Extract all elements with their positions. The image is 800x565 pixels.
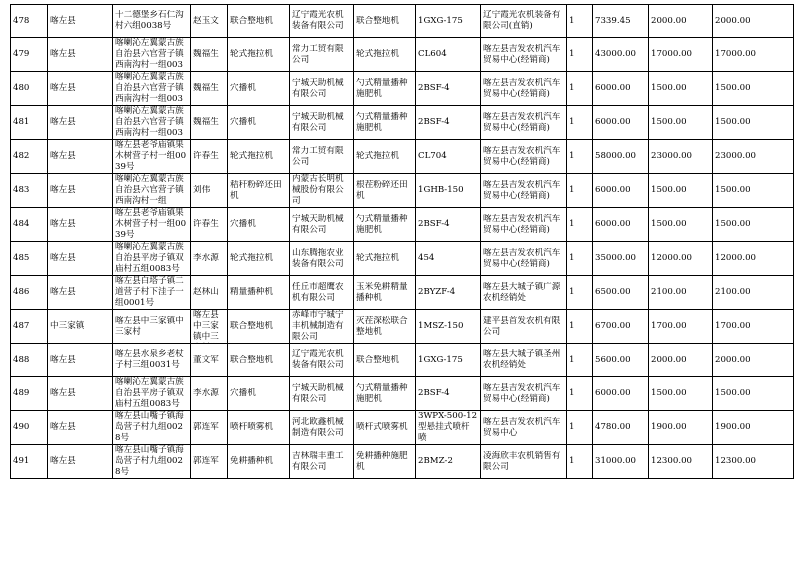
product-text: 联合整地机 <box>356 15 399 26</box>
buyer-name-text: 魏福生 <box>193 83 219 93</box>
dealer-text: 喀左县大城子镇圣州农机经销处 <box>483 349 561 370</box>
manufacturer-text: 常力工贸有限公司 <box>292 145 344 167</box>
dealer-text: 喀左县吉发农机汽车贸易中心(经销商) <box>483 213 561 235</box>
cell-county: 喀左县 <box>48 72 113 106</box>
cell-county: 喀左县 <box>48 411 113 445</box>
cell-number: 485 <box>11 242 48 276</box>
model-text: 2BSF-4 <box>418 388 450 398</box>
product-text: 勺式精量播种施肥机 <box>356 77 408 99</box>
address-text: 十二德堡乡石仁沟村六组0038号 <box>115 10 184 31</box>
address-text: 喀喇沁左翼蒙古族自治县六官营子镇西南沟村一组 <box>115 174 184 206</box>
cell-model <box>416 445 481 479</box>
model-text: 2BSF-4 <box>418 83 450 93</box>
product-text: 联合整地机 <box>356 354 399 365</box>
cell-model <box>416 411 481 445</box>
cell-buyer-name <box>191 276 228 310</box>
cell-quantity: 1 <box>567 5 593 38</box>
manufacturer-text: 宁城天助机械有限公司 <box>292 77 344 99</box>
cell-price: 6000.00 <box>593 106 649 140</box>
cell-model <box>416 310 481 344</box>
table-row <box>11 310 794 344</box>
cell-manufacturer <box>290 310 354 344</box>
cell-subsidy-total: 2000.00 <box>713 344 794 377</box>
cell-subsidy-total: 23000.00 <box>713 140 794 174</box>
cell-buyer-name <box>191 140 228 174</box>
cell-machine-category <box>228 411 290 445</box>
cell-subsidy-central: 2000.00 <box>649 5 713 38</box>
model-text: CL604 <box>418 49 447 59</box>
address-text: 喀左县老爷庙镇果木树营子村一组0039号 <box>115 140 187 172</box>
cell-price: 6000.00 <box>593 174 649 208</box>
cell-buyer-name <box>191 208 228 242</box>
cell-buyer-name <box>191 344 228 377</box>
dealer-text: 喀左县大城子镇广源农机经销处 <box>483 281 561 303</box>
address-text: 喀左县中三家镇中三家村 <box>115 315 184 337</box>
model-text: 2BSF-4 <box>418 219 450 229</box>
cell-quantity: 1 <box>567 38 593 72</box>
category-text: 精量播种机 <box>230 287 273 297</box>
cell-subsidy-central: 12000.00 <box>649 242 713 276</box>
cell-number: 483 <box>11 174 48 208</box>
cell-address <box>113 344 191 377</box>
cell-address <box>113 174 191 208</box>
cell-price: 31000.00 <box>593 445 649 479</box>
model-text: 2BMZ-2 <box>418 456 453 466</box>
category-text: 联合整地机 <box>230 15 273 26</box>
cell-county: 喀左县 <box>48 377 113 411</box>
cell-subsidy-total: 17000.00 <box>713 38 794 72</box>
table-row <box>11 208 794 242</box>
table-row <box>11 445 794 479</box>
product-text: 轮式拖拉机 <box>356 253 399 263</box>
cell-subsidy-central: 2100.00 <box>649 276 713 310</box>
table-row <box>11 242 794 276</box>
dealer-text: 喀左县吉发农机汽车贸易中心(经销商) <box>483 382 561 404</box>
cell-dealer <box>481 106 567 140</box>
cell-number: 481 <box>11 106 48 140</box>
dealer-text: 辽宁霞光农机装备有限公司(直销) <box>483 10 561 31</box>
cell-machine-category <box>228 106 290 140</box>
cell-number: 486 <box>11 276 48 310</box>
buyer-name-text: 许春生 <box>193 151 219 161</box>
cell-dealer <box>481 310 567 344</box>
cell-model <box>416 276 481 310</box>
cell-model <box>416 208 481 242</box>
model-text: 1GXG-175 <box>418 15 463 26</box>
dealer-text: 喀左县吉发农机汽车贸易中心(经销商) <box>483 111 561 133</box>
manufacturer-text: 常力工贸有限公司 <box>292 43 344 65</box>
table-row <box>11 106 794 140</box>
cell-manufacturer <box>290 72 354 106</box>
cell-quantity: 1 <box>567 106 593 140</box>
cell-model <box>416 242 481 276</box>
cell-machine-category <box>228 208 290 242</box>
address-text: 喀左县水泉乡老杖子村三组0031号 <box>115 349 184 370</box>
cell-dealer <box>481 377 567 411</box>
cell-quantity: 1 <box>567 242 593 276</box>
address-text: 喀左县山嘴子镇海岛营子村九组0028号 <box>115 445 184 477</box>
cell-subsidy-total: 12000.00 <box>713 242 794 276</box>
cell-machine-category <box>228 276 290 310</box>
product-text: 轮式拖拉机 <box>356 49 399 59</box>
cell-quantity: 1 <box>567 208 593 242</box>
cell-subsidy-total: 2000.00 <box>713 5 794 38</box>
cell-manufacturer <box>290 276 354 310</box>
cell-manufacturer <box>290 344 354 377</box>
manufacturer-text: 宁城天助机械有限公司 <box>292 111 344 133</box>
cell-subsidy-central: 1900.00 <box>649 411 713 445</box>
cell-county: 喀左县 <box>48 140 113 174</box>
manufacturer-text: 赤峰市宁城宁丰机械制造有限公司 <box>292 310 344 342</box>
cell-number: 479 <box>11 38 48 72</box>
cell-price: 6500.00 <box>593 276 649 310</box>
cell-address <box>113 38 191 72</box>
cell-address <box>113 208 191 242</box>
cell-price: 7339.45 <box>593 5 649 38</box>
table-row <box>11 72 794 106</box>
cell-machine-category <box>228 5 290 38</box>
cell-model <box>416 38 481 72</box>
cell-price: 58000.00 <box>593 140 649 174</box>
cell-number: 484 <box>11 208 48 242</box>
model-text: 3WPX-500-12型悬挂式喷杆喷 <box>418 411 478 443</box>
manufacturer-text: 河北欧鑫机械制造有限公司 <box>292 416 344 438</box>
cell-quantity: 1 <box>567 72 593 106</box>
cell-quantity: 1 <box>567 276 593 310</box>
manufacturer-text: 宁城天助机械有限公司 <box>292 382 344 404</box>
cell-machine-category <box>228 72 290 106</box>
cell-subsidy-total: 1500.00 <box>713 174 794 208</box>
model-text: 1GHB-150 <box>418 185 464 195</box>
model-text: 1MSZ-150 <box>418 321 464 331</box>
address-text: 喀喇沁左翼蒙古族自治县平房子镇双庙村五组0083号 <box>115 377 184 409</box>
cell-manufacturer <box>290 5 354 38</box>
cell-number: 482 <box>11 140 48 174</box>
cell-machine-category <box>228 377 290 411</box>
cell-subsidy-central: 1500.00 <box>649 208 713 242</box>
cell-machine-category <box>228 445 290 479</box>
model-text: 2BYZF-4 <box>418 287 456 297</box>
product-text: 喷杆式喷雾机 <box>356 422 408 432</box>
dealer-text: 凌海欣丰农机销售有限公司 <box>483 450 561 472</box>
cell-number: 487 <box>11 310 48 344</box>
cell-quantity: 1 <box>567 140 593 174</box>
cell-subsidy-total: 12300.00 <box>713 445 794 479</box>
cell-quantity: 1 <box>567 377 593 411</box>
cell-number: 478 <box>11 5 48 38</box>
cell-quantity: 1 <box>567 445 593 479</box>
cell-manufacturer <box>290 411 354 445</box>
buyer-name-text: 赵林山 <box>193 287 219 297</box>
cell-buyer-name <box>191 411 228 445</box>
cell-quantity: 1 <box>567 344 593 377</box>
cell-address <box>113 445 191 479</box>
address-text: 喀喇沁左翼蒙古族自治县六官营子镇西南沟村一组003 <box>115 38 184 70</box>
cell-product-name <box>354 344 416 377</box>
category-text: 穴播机 <box>230 83 256 93</box>
cell-price: 6000.00 <box>593 377 649 411</box>
cell-subsidy-total: 1900.00 <box>713 411 794 445</box>
cell-dealer <box>481 38 567 72</box>
buyer-name-text: 李水源 <box>193 388 219 398</box>
cell-subsidy-total: 1500.00 <box>713 106 794 140</box>
cell-subsidy-total: 2100.00 <box>713 276 794 310</box>
cell-subsidy-total: 1500.00 <box>713 208 794 242</box>
product-text: 轮式拖拉机 <box>356 151 399 161</box>
category-text: 穴播机 <box>230 219 256 229</box>
product-text: 灭茬深松联合整地机 <box>356 315 408 337</box>
cell-model <box>416 174 481 208</box>
cell-dealer <box>481 276 567 310</box>
product-text: 免耕播种施肥机 <box>356 450 408 472</box>
table-row <box>11 140 794 174</box>
table-row <box>11 5 794 38</box>
cell-price: 6700.00 <box>593 310 649 344</box>
cell-quantity: 1 <box>567 411 593 445</box>
subsidy-table <box>10 4 794 479</box>
cell-product-name <box>354 72 416 106</box>
category-text: 免耕播种机 <box>230 456 273 466</box>
address-text: 喀左县老爷庙镇果木树营子村一组0039号 <box>115 208 187 240</box>
cell-address <box>113 242 191 276</box>
cell-product-name <box>354 38 416 72</box>
cell-price: 43000.00 <box>593 38 649 72</box>
cell-buyer-name <box>191 242 228 276</box>
cell-buyer-name <box>191 72 228 106</box>
address-text: 喀喇沁左翼蒙古族自治县六官营子镇西南沟村一组003 <box>115 72 184 104</box>
model-text: CL704 <box>418 151 447 161</box>
cell-county: 喀左县 <box>48 445 113 479</box>
cell-model <box>416 377 481 411</box>
address-text: 喀左县山嘴子镇海岛营子村九组0028号 <box>115 411 184 443</box>
product-text: 勺式精量播种施肥机 <box>356 111 408 133</box>
category-text: 穴播机 <box>230 388 256 398</box>
cell-number: 480 <box>11 72 48 106</box>
cell-county: 喀左县 <box>48 344 113 377</box>
table-row <box>11 174 794 208</box>
cell-quantity: 1 <box>567 174 593 208</box>
dealer-text: 喀左县吉发农机汽车贸易中心(经销商) <box>483 145 561 167</box>
cell-machine-category <box>228 140 290 174</box>
category-text: 穴播机 <box>230 117 256 127</box>
cell-product-name <box>354 411 416 445</box>
category-text: 轮式拖拉机 <box>230 151 273 161</box>
cell-price: 6000.00 <box>593 208 649 242</box>
cell-price: 6000.00 <box>593 72 649 106</box>
manufacturer-text: 任丘市超鹰农机有限公司 <box>292 281 344 303</box>
cell-product-name <box>354 276 416 310</box>
model-text: 1GXG-175 <box>418 354 463 365</box>
address-text: 喀喇沁左翼蒙古族自治县平房子镇双庙村五组0083号 <box>115 242 184 274</box>
cell-manufacturer <box>290 445 354 479</box>
category-text: 联合整地机 <box>230 354 273 365</box>
dealer-text: 喀左县吉发农机汽车贸易中心(经销商) <box>483 77 561 99</box>
table-row <box>11 411 794 445</box>
cell-dealer <box>481 242 567 276</box>
cell-subsidy-central: 1500.00 <box>649 106 713 140</box>
cell-county: 喀左县 <box>48 242 113 276</box>
cell-address <box>113 310 191 344</box>
buyer-name-text: 李水源 <box>193 253 219 263</box>
cell-dealer <box>481 174 567 208</box>
cell-number: 491 <box>11 445 48 479</box>
product-text: 玉米免耕精量播种机 <box>356 281 408 303</box>
cell-manufacturer <box>290 208 354 242</box>
cell-county: 喀左县 <box>48 38 113 72</box>
cell-product-name <box>354 174 416 208</box>
address-text: 喀左县白塔子镇二道营子村下洼子一组0001号 <box>115 276 184 308</box>
cell-model <box>416 140 481 174</box>
cell-product-name <box>354 106 416 140</box>
cell-subsidy-total: 1700.00 <box>713 310 794 344</box>
manufacturer-text: 辽宁霞光农机装备有限公司 <box>292 349 344 370</box>
cell-manufacturer <box>290 106 354 140</box>
cell-address <box>113 140 191 174</box>
manufacturer-text: 吉林瑞丰重工有限公司 <box>292 450 344 472</box>
buyer-name-text: 郭连军 <box>193 456 219 466</box>
category-text: 秸秆粉碎还田机 <box>230 179 282 201</box>
cell-dealer <box>481 5 567 38</box>
cell-buyer-name <box>191 174 228 208</box>
cell-model <box>416 72 481 106</box>
cell-dealer <box>481 344 567 377</box>
cell-buyer-name <box>191 445 228 479</box>
category-text: 喷杆喷雾机 <box>230 422 273 432</box>
cell-dealer <box>481 140 567 174</box>
cell-subsidy-central: 17000.00 <box>649 38 713 72</box>
buyer-name-text: 刘伟 <box>193 185 211 195</box>
product-text: 根茬粉碎还田机 <box>356 179 408 201</box>
cell-model <box>416 5 481 38</box>
cell-subsidy-central: 23000.00 <box>649 140 713 174</box>
category-text: 轮式拖拉机 <box>230 49 273 59</box>
table-row <box>11 344 794 377</box>
cell-product-name <box>354 310 416 344</box>
cell-buyer-name <box>191 38 228 72</box>
cell-subsidy-total: 1500.00 <box>713 72 794 106</box>
cell-machine-category <box>228 174 290 208</box>
cell-subsidy-central: 2000.00 <box>649 344 713 377</box>
cell-machine-category <box>228 242 290 276</box>
cell-number: 490 <box>11 411 48 445</box>
cell-buyer-name <box>191 5 228 38</box>
model-text: 454 <box>418 253 435 263</box>
cell-dealer <box>481 208 567 242</box>
buyer-name-text: 赵玉文 <box>193 15 219 26</box>
dealer-text: 喀左县吉发农机汽车贸易中心(经销商) <box>483 179 561 201</box>
cell-subsidy-central: 1700.00 <box>649 310 713 344</box>
buyer-name-text: 魏福生 <box>193 49 219 59</box>
cell-machine-category <box>228 344 290 377</box>
cell-address <box>113 106 191 140</box>
cell-number: 489 <box>11 377 48 411</box>
cell-dealer <box>481 72 567 106</box>
cell-county: 喀左县 <box>48 174 113 208</box>
category-text: 联合整地机 <box>230 321 273 331</box>
dealer-text: 喀左县吉发农机汽车贸易中心(经销商) <box>483 247 561 269</box>
table-row <box>11 276 794 310</box>
cell-county: 喀左县 <box>48 208 113 242</box>
cell-price: 4780.00 <box>593 411 649 445</box>
cell-address <box>113 5 191 38</box>
cell-price: 5600.00 <box>593 344 649 377</box>
cell-dealer <box>481 411 567 445</box>
product-text: 勺式精量播种施肥机 <box>356 213 408 235</box>
table-row <box>11 38 794 72</box>
cell-manufacturer <box>290 242 354 276</box>
manufacturer-text: 宁城天助机械有限公司 <box>292 213 344 235</box>
cell-county: 喀左县 <box>48 106 113 140</box>
cell-manufacturer <box>290 140 354 174</box>
cell-product-name <box>354 445 416 479</box>
model-text: 2BSF-4 <box>418 117 450 127</box>
cell-subsidy-total: 1500.00 <box>713 377 794 411</box>
buyer-name-text: 喀左县中三家镇中三 <box>193 310 219 342</box>
cell-county: 喀左县 <box>48 276 113 310</box>
cell-machine-category <box>228 310 290 344</box>
category-text: 轮式拖拉机 <box>230 253 273 263</box>
cell-product-name <box>354 242 416 276</box>
cell-model <box>416 344 481 377</box>
buyer-name-text: 许春生 <box>193 219 219 229</box>
cell-county: 喀左县 <box>48 5 113 38</box>
table-row <box>11 377 794 411</box>
manufacturer-text: 内蒙古长明机械股份有限公司 <box>292 174 344 206</box>
cell-number: 488 <box>11 344 48 377</box>
address-text: 喀喇沁左翼蒙古族自治县六官营子镇西南沟村一组003 <box>115 106 184 138</box>
dealer-text: 喀左县吉发农机汽车贸易中心 <box>483 416 561 438</box>
cell-subsidy-central: 1500.00 <box>649 174 713 208</box>
cell-buyer-name <box>191 377 228 411</box>
buyer-name-text: 郭连军 <box>193 422 219 432</box>
cell-address <box>113 377 191 411</box>
cell-model <box>416 106 481 140</box>
cell-manufacturer <box>290 377 354 411</box>
cell-manufacturer <box>290 174 354 208</box>
dealer-text: 喀左县吉发农机汽车贸易中心(经销商) <box>483 43 561 65</box>
cell-address <box>113 72 191 106</box>
cell-product-name <box>354 5 416 38</box>
cell-subsidy-central: 1500.00 <box>649 377 713 411</box>
cell-subsidy-central: 1500.00 <box>649 72 713 106</box>
cell-product-name <box>354 140 416 174</box>
cell-price: 35000.00 <box>593 242 649 276</box>
product-text: 勺式精量播种施肥机 <box>356 382 408 404</box>
dealer-text: 建平县首发农机有限公司 <box>483 315 561 337</box>
cell-product-name <box>354 377 416 411</box>
cell-subsidy-central: 12300.00 <box>649 445 713 479</box>
cell-quantity: 1 <box>567 310 593 344</box>
cell-manufacturer <box>290 38 354 72</box>
cell-machine-category <box>228 38 290 72</box>
buyer-name-text: 魏福生 <box>193 117 219 127</box>
manufacturer-text: 辽宁霞光农机装备有限公司 <box>292 10 344 31</box>
manufacturer-text: 山东腾拖农业装备有限公司 <box>292 247 344 269</box>
cell-buyer-name <box>191 106 228 140</box>
cell-buyer-name <box>191 310 228 344</box>
buyer-name-text: 董文军 <box>193 354 219 365</box>
cell-address <box>113 411 191 445</box>
cell-county: 中三家镇 <box>48 310 113 344</box>
cell-address <box>113 276 191 310</box>
cell-dealer <box>481 445 567 479</box>
cell-product-name <box>354 208 416 242</box>
